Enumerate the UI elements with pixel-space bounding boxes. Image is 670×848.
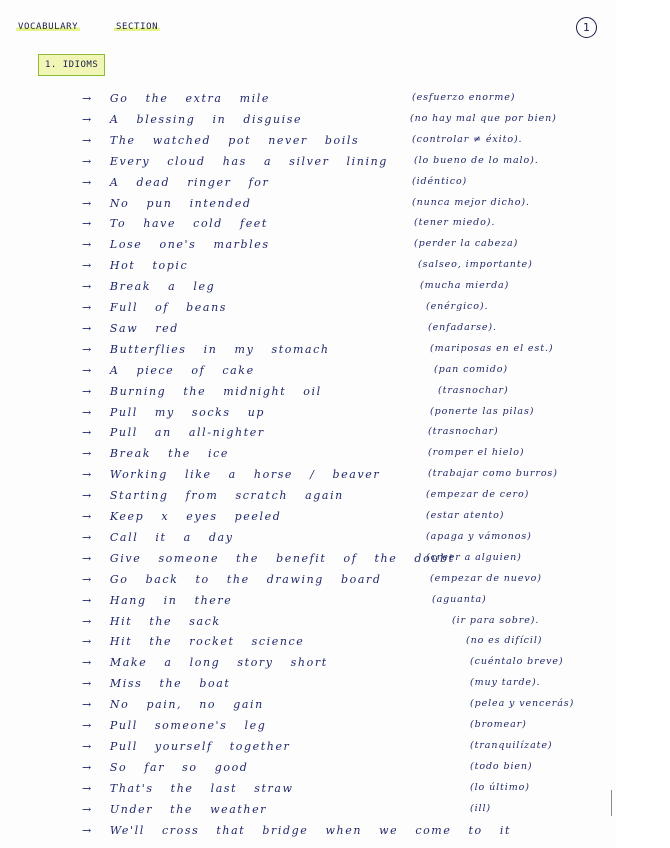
idiom-row [0, 615, 616, 635]
idiom-row [0, 197, 616, 217]
idiom-phrase: → Hit the sack [82, 614, 221, 628]
idiom-meaning: (lo bueno de lo malo). [414, 154, 539, 166]
idiom-meaning: (nunca mejor dicho). [412, 196, 530, 208]
idiom-meaning: (lo último) [470, 781, 530, 793]
idiom-meaning: (romper el hielo) [428, 447, 525, 459]
idiom-phrase: → The watched pot never boils [82, 133, 360, 147]
idiom-phrase: → Pull someone's leg [82, 719, 267, 732]
idiom-row [0, 698, 616, 718]
idiom-row [0, 510, 616, 530]
idiom-meaning: (ponerte las pilas) [430, 405, 535, 417]
idiom-meaning: (tener miedo). [414, 217, 496, 229]
idiom-meaning: (esfuerzo enorme) [412, 92, 516, 103]
idiom-row [0, 447, 616, 467]
idiom-phrase: → Keep x eyes peeled [82, 510, 282, 523]
page-header [16, 22, 576, 40]
idiom-meaning: (idéntico) [412, 175, 468, 187]
idiom-phrase: → Full of beans [82, 301, 227, 314]
idiom-row [0, 740, 616, 760]
idiom-phrase: → No pun intended [82, 196, 252, 210]
idiom-meaning: (apaga y vámonos) [426, 530, 532, 542]
idiom-row [0, 92, 616, 112]
idiom-meaning: (tranquilízate) [470, 739, 553, 751]
idiom-row [0, 594, 616, 614]
header-title-vocabulary: VOCABULARY [18, 22, 79, 32]
idiom-meaning: (pelea y vencerás) [470, 698, 575, 710]
idiom-meaning: (aguanta) [432, 593, 487, 605]
idiom-row [0, 217, 616, 237]
idiom-meaning: (perder la cabeza) [414, 238, 519, 250]
idiom-meaning: (trasnochar) [428, 426, 499, 438]
idiom-row [0, 343, 616, 363]
idiom-meaning: (bromear) [470, 719, 527, 730]
idiom-phrase: → Pull my socks up [82, 405, 266, 419]
idiom-phrase: → Give someone the benefit of the doubt [82, 551, 455, 565]
idiom-meaning: (enérgico). [426, 301, 489, 312]
idiom-row [0, 489, 616, 509]
idiom-phrase: → Pull yourself together [82, 739, 291, 753]
idiom-phrase: → A dead ringer for [82, 175, 270, 189]
idiom-phrase: → Working like a horse / beaver [82, 468, 381, 482]
idiom-phrase: → Hit the rocket science [82, 635, 305, 649]
idiom-phrase: → Saw red [82, 321, 179, 335]
idiom-row [0, 322, 616, 342]
idiom-phrase: → That's the last straw [82, 781, 294, 795]
idiom-meaning: (todo bien) [470, 760, 533, 772]
idiom-row [0, 803, 616, 823]
idiom-row [0, 719, 616, 739]
idiom-row [0, 426, 616, 446]
idiom-row [0, 406, 616, 426]
idiom-row [0, 552, 616, 572]
section-heading-idioms: 1. IDIOMS [38, 54, 105, 76]
idiom-row [0, 134, 616, 154]
idiom-phrase: → A blessing in disguise [82, 112, 303, 126]
idiom-phrase: → Hot topic [82, 259, 189, 273]
idiom-meaning: (salseo, importante) [418, 259, 533, 271]
idiom-row [0, 677, 616, 697]
idiom-meaning: (enfadarse). [428, 321, 497, 333]
idiom-meaning: (mariposas en el est.) [430, 342, 554, 354]
header-title-section: SECTION [116, 22, 159, 32]
idiom-phrase: → So far so good [82, 760, 249, 774]
idiom-row [0, 259, 616, 279]
idiom-row [0, 824, 616, 844]
idiom-meaning: (mucha mierda) [420, 280, 510, 292]
idiom-row [0, 635, 616, 655]
idiom-row [0, 280, 616, 300]
idiom-meaning: (no es difícil) [466, 635, 543, 647]
idiom-phrase: → Under the weather [82, 802, 268, 816]
idiom-phrase: → We'll cross that bridge when we come to it [82, 823, 512, 837]
page-number-badge: 1 [576, 17, 597, 38]
idiom-meaning: (cuéntalo breve) [470, 656, 564, 668]
idiom-row [0, 301, 616, 321]
idiom-phrase: → Burning the midnight oil [82, 384, 322, 398]
idiom-phrase: → No pain, no gain [82, 698, 264, 712]
idiom-meaning: (ir para sobre). [452, 614, 540, 626]
margin-mark [611, 790, 612, 816]
idiom-phrase: → Hang in there [82, 593, 233, 607]
idiom-phrase: → Go the extra mile [82, 92, 270, 105]
idiom-phrase: → Go back to the drawing board [82, 572, 382, 586]
idiom-phrase: → To have cold feet [82, 217, 268, 231]
idiom-phrase: → Pull an all-nighter [82, 426, 265, 440]
idiom-row [0, 176, 616, 196]
idiom-meaning: (creer a alguien) [426, 551, 522, 563]
idiom-row [0, 761, 616, 781]
idiom-row [0, 385, 616, 405]
idiom-row [0, 782, 616, 802]
idiom-row [0, 573, 616, 593]
idiom-phrase: → Every cloud has a silver lining [82, 154, 388, 168]
idiom-meaning: (empezar de cero) [426, 489, 530, 501]
idiom-row [0, 468, 616, 488]
idiom-meaning: (pan comido) [434, 363, 508, 375]
idiom-phrase: → Call it a day [82, 530, 234, 544]
idiom-row [0, 531, 616, 551]
idiom-row [0, 113, 616, 133]
idiom-meaning: (estar atento) [426, 510, 505, 521]
idiom-phrase: → Lose one's marbles [82, 238, 270, 252]
idiom-meaning: (controlar ≠ éxito). [412, 133, 523, 145]
idiom-meaning: (muy tarde). [470, 677, 541, 689]
idiom-meaning: (empezar de nuevo) [430, 572, 542, 584]
idiom-meaning: (trasnochar) [438, 384, 509, 396]
idiom-phrase: → Starting from scratch again [82, 489, 344, 503]
idiom-phrase: → Break a leg [82, 280, 216, 294]
idiom-row [0, 364, 616, 384]
idiom-meaning: (ill) [470, 802, 492, 814]
idiom-phrase: → Break the ice [82, 447, 229, 461]
idiom-meaning: (no hay mal que por bien) [410, 112, 557, 124]
idiom-phrase: → Butterflies in my stomach [82, 342, 330, 356]
idiom-row [0, 238, 616, 258]
idiom-phrase: → Make a long story short [82, 656, 328, 670]
idiom-row [0, 155, 616, 175]
idiom-phrase: → Miss the boat [82, 677, 231, 691]
idiom-phrase: → A piece of cake [82, 363, 255, 377]
idiom-row [0, 656, 616, 676]
idiom-meaning: (trabajar como burros) [428, 468, 558, 480]
